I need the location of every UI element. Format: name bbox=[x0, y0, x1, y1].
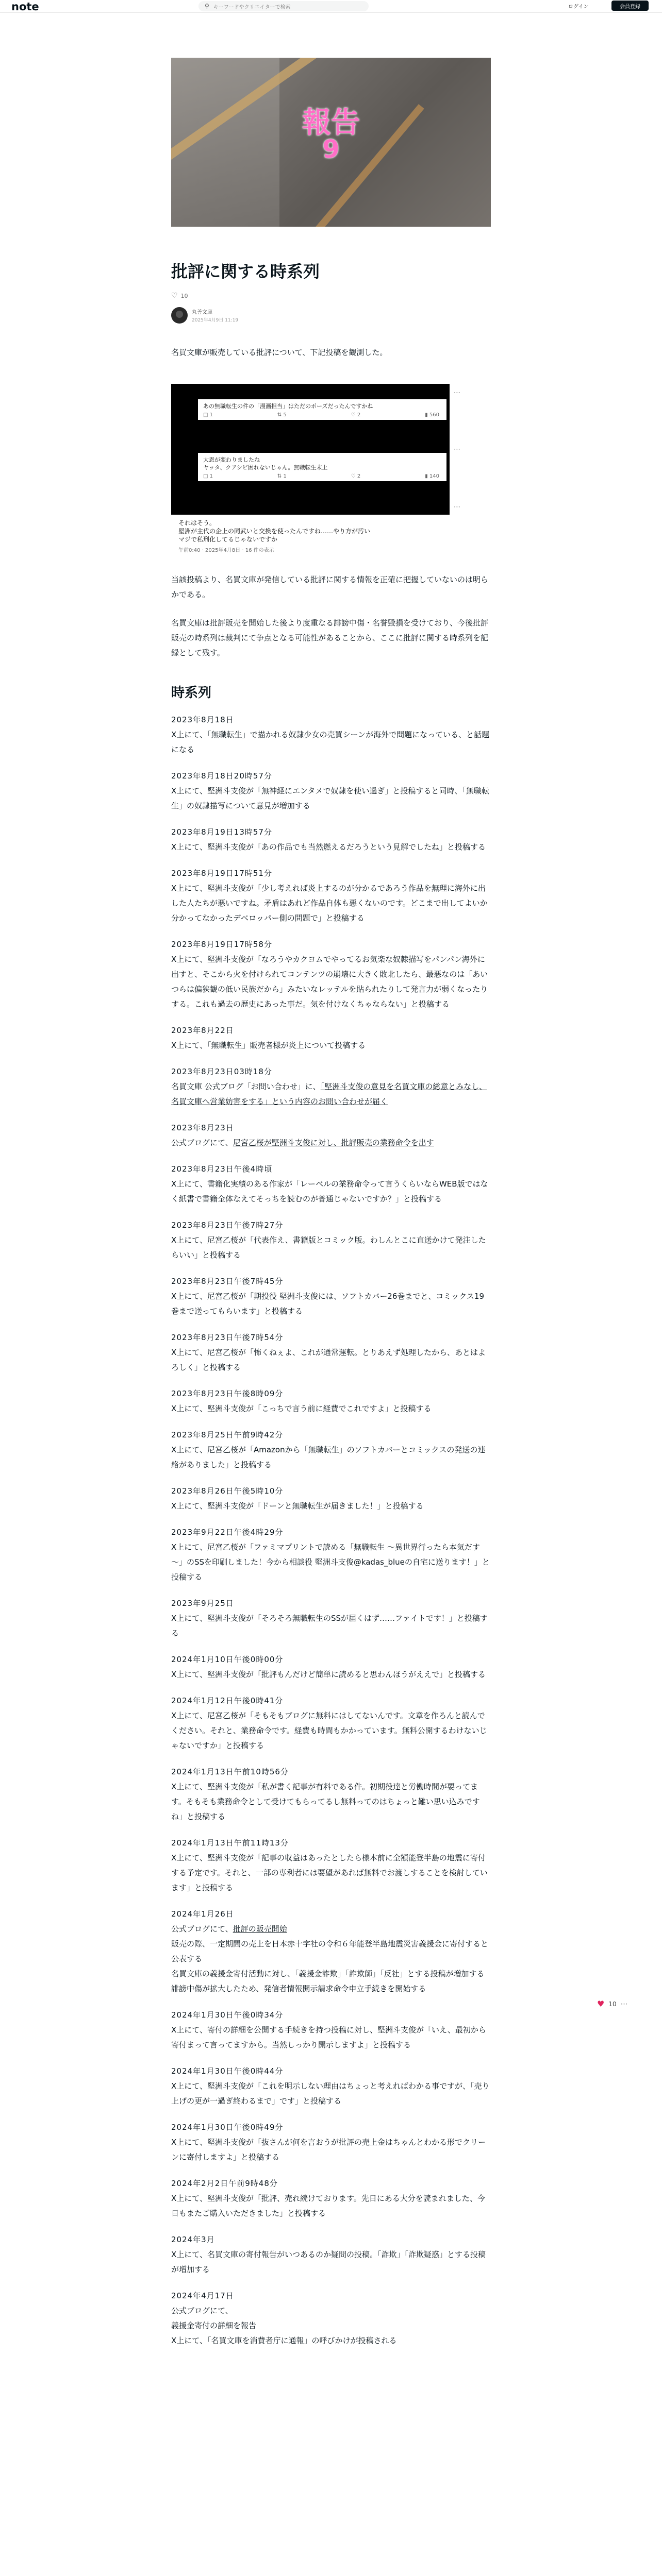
timeline-entry bbox=[171, 2289, 491, 2348]
timeline-entry bbox=[171, 1023, 491, 1053]
login-link[interactable]: ログイン bbox=[568, 4, 589, 10]
timeline-body bbox=[171, 1922, 491, 1996]
heart-icon[interactable]: ♥ bbox=[597, 1999, 605, 2009]
timeline-body bbox=[171, 1851, 491, 1895]
timeline-body bbox=[171, 952, 491, 1012]
top-bar bbox=[0, 0, 662, 13]
timeline-text: 公式ブログにて、 bbox=[171, 1924, 233, 1934]
timeline-text: X上にて、堅洲斗支俊が「少し考えれば炎上するのが分かるであろう作品を無理に海外に出した人たちが悪いですね。矛盾はあれど作品自体も悪くないのです。どこまで出してよいか分かってなかったデベロッパー側の問題で」と投稿する bbox=[171, 884, 488, 923]
timeline-body bbox=[171, 1540, 491, 1585]
timeline-body bbox=[171, 784, 491, 814]
like-count: 10 bbox=[180, 292, 188, 299]
timeline-date: 2024年1月30日午後0時49分 bbox=[171, 2123, 284, 2132]
more-icon[interactable]: ⋯ bbox=[620, 1999, 628, 2008]
timeline-entry bbox=[171, 1274, 491, 1319]
timeline-date: 2023年8月18日 bbox=[171, 715, 234, 724]
timeline-entry bbox=[171, 2232, 491, 2277]
timeline-date: 2023年8月23日午後7時45分 bbox=[171, 1277, 284, 1286]
timeline-entry bbox=[171, 1693, 491, 1753]
timeline-body bbox=[171, 2191, 491, 2221]
post-actions bbox=[198, 471, 446, 481]
timeline-text: X上にて、堅洲斗支俊が「私が書く記事が有料である件。初期役達と労働時間が要ってます。そもそも業務命令として受けてもらってるし無料ってのはちょっと難い思い込みですね」と投稿する bbox=[171, 1782, 480, 1821]
ellipsis-icon[interactable]: ⋯ bbox=[454, 389, 460, 397]
timeline-entry bbox=[171, 1836, 491, 1895]
timeline-date: 2024年1月12日午後0時41分 bbox=[171, 1696, 284, 1705]
timeline-date: 2023年8月23日午後7時54分 bbox=[171, 1333, 284, 1342]
timeline-date: 2024年1月26日 bbox=[171, 1909, 234, 1919]
timeline-body bbox=[171, 1780, 491, 1824]
timeline-date: 2023年8月19日13時57分 bbox=[171, 827, 272, 837]
timeline-body bbox=[171, 840, 491, 855]
timeline-date: 2023年9月25日 bbox=[171, 1599, 234, 1608]
search-icon: ⚲ bbox=[205, 3, 209, 10]
timeline-entry bbox=[171, 866, 491, 926]
timeline-text: X上にて、「名買文庫を消費者庁に通報」の呼びかけが投稿される bbox=[171, 2336, 397, 2345]
timeline-date: 2024年3月 bbox=[171, 2235, 215, 2244]
timeline-text: 名買文庫 公式ブログ「お問い合わせ」に、 bbox=[171, 1082, 321, 1091]
timeline-entry bbox=[171, 2120, 491, 2165]
timeline-date: 2023年8月23日 bbox=[171, 1123, 234, 1132]
timeline-body bbox=[171, 1345, 491, 1375]
timeline-body bbox=[171, 2079, 491, 2109]
timeline-body bbox=[171, 1233, 491, 1263]
timeline-body bbox=[171, 881, 491, 926]
timeline-entry bbox=[171, 713, 491, 757]
timeline-date: 2024年1月13日午前10時56分 bbox=[171, 1767, 289, 1776]
section-heading: 時系列 bbox=[171, 685, 212, 701]
timeline-text: 名買文庫の義援金寄付活動に対し、「義援金詐欺」「詐欺師」「反社」とする投稿が増加する bbox=[171, 1969, 485, 1978]
timeline-body bbox=[171, 1611, 491, 1641]
timeline-text: X上にて、堅洲斗支俊が「そろそろ無職転生のSSが届くはず……ファイトです！」と投稿する bbox=[171, 1614, 488, 1638]
timeline-body bbox=[171, 2303, 491, 2348]
timeline-date: 2023年8月19日17時58分 bbox=[171, 940, 272, 949]
timeline-body bbox=[171, 1289, 491, 1319]
timeline-body bbox=[171, 1136, 491, 1150]
cover-image bbox=[171, 58, 491, 227]
like-icon: ♡ 2 bbox=[351, 473, 361, 479]
floating-actions bbox=[597, 1999, 628, 2009]
like-icon: ♡ 2 bbox=[351, 412, 361, 418]
timeline-link[interactable]: 尼宮乙桜が堅洲斗支俊に対し、批評販売の業務命令を出す bbox=[233, 1138, 434, 1147]
cover-title: 報告 bbox=[302, 106, 360, 140]
timeline-date: 2024年1月30日午後0時44分 bbox=[171, 2066, 284, 2076]
timeline-text: X上にて、尼宮乙桜が「Amazonから「無職転生」のソフトカバーとコミックスの発送の連絡がありました」と投稿する bbox=[171, 1445, 486, 1469]
timeline-entry bbox=[171, 1765, 491, 1824]
repost-icon: ⇅ 5 bbox=[277, 412, 287, 418]
avatar[interactable] bbox=[171, 307, 188, 324]
article bbox=[171, 58, 491, 2348]
timeline-date: 2023年8月18日20時57分 bbox=[171, 771, 272, 781]
timeline-entry bbox=[171, 1907, 491, 1996]
quoted-post-text: あの無職転生の件の「漫画担当」はただのポーズだったんですかね bbox=[203, 403, 373, 410]
timeline-date: 2024年4月17日 bbox=[171, 2291, 234, 2300]
timeline-text: X上にて、尼宮乙桜が「怖くねぇよ、これが通常運転。とりあえず処理したから、あとはよろしく」と投稿する bbox=[171, 1348, 486, 1372]
timeline-date: 2023年8月23日午後7時27分 bbox=[171, 1221, 284, 1230]
timeline-text: X上にて、堅洲斗支俊が「抜さんが何を言おうが批評の売上金はちゃんとわかる形でクリーンに寄付しますよ」と投稿する bbox=[171, 2138, 486, 2162]
timeline-entry bbox=[171, 1218, 491, 1263]
search-box[interactable] bbox=[198, 1, 369, 11]
timeline-text: X上にて、堅洲斗支俊が「なろうやカクヨムでやってるお気楽な奴隷描写をパンパン海外に出すと、そこから火を付けられてコンテンツの崩壊に大きく敗北したら、最悪なのは「あいつらは偏狭観の低い民族だから」みたいなレッテルを貼られたりして発言力が弱くなったりする。これも過去の歴史にあった事だ。気を付けなくちゃならない」と投稿する bbox=[171, 955, 488, 1009]
reply-icon: □ 1 bbox=[203, 473, 213, 479]
timeline-text: X上にて、「無職転生」販売者様が炎上について投稿する bbox=[171, 1041, 366, 1050]
timeline-entry bbox=[171, 1386, 491, 1416]
timeline-text: X上にて、寄付の詳細を公開する手続きを持つ投稿に対し、堅洲斗支俊が「いえ、最初から寄付まって言ってますから。当然しっかり開示しますよ」と投稿する bbox=[171, 2025, 486, 2049]
timeline-date: 2024年1月10日午後0時00分 bbox=[171, 1655, 284, 1664]
body-paragraph: 当該投稿より、名買文庫が発信している批評に関する情報を正確に把握していないのは明らかである。 bbox=[171, 575, 489, 599]
timeline-body bbox=[171, 1079, 491, 1109]
timeline-text: X上にて、「無職転生」で描かれる奴隷少女の売買シーンが海外で問題になっている、と話題になる bbox=[171, 730, 490, 754]
timeline-entry bbox=[171, 1484, 491, 1514]
timeline-text: X上にて、堅洲斗支俊が「ドーンと無職転生が届きました！」と投稿する bbox=[171, 1501, 424, 1511]
timeline-entry bbox=[171, 2176, 491, 2221]
timeline-body bbox=[171, 2247, 491, 2277]
author-name[interactable]: 丸善文庫 bbox=[192, 310, 212, 315]
timeline-entry bbox=[171, 1064, 491, 1109]
timeline-text: X上にて、堅洲斗支俊が「これを明示しない理由はちょっと考えればわかる事ですが、「売り上げの更が一過ぎ終わるまで」です」と投稿する bbox=[171, 2081, 490, 2106]
note-logo[interactable]: note bbox=[11, 1, 39, 13]
timeline-text: X上にて、堅洲斗支俊が「批評もんだけど簡単に読めると思わんほうがええで」と投稿する bbox=[171, 1670, 486, 1679]
post-actions bbox=[198, 410, 446, 420]
timeline-text: 販売の際、一定期間の売上を日本赤十字社の令和６年能登半島地震災害義援金に寄付すると公表する bbox=[171, 1939, 489, 1963]
timeline-text: X上にて、尼宮乙桜が「期投役 堅洲斗支俊には、ソフトカバー26巻までと、コミックス19巻まで送ってもらいます」と投稿する bbox=[171, 1292, 485, 1316]
like-row[interactable] bbox=[171, 292, 491, 300]
timeline-link[interactable]: 「堅洲斗支俊の意見を名買文庫の総意とみなし、名買文庫へ営業妨害をする」という内容のお問い合わせが届く bbox=[171, 1082, 487, 1106]
post-meta: 午前0:40 · 2025年4月8日 · 16 件の表示 bbox=[178, 548, 274, 553]
timeline-date: 2024年1月13日午前11時13分 bbox=[171, 1838, 289, 1848]
timeline-text: X上にて、書籍化実績のある作家が「レーベルの業務命令って言うくらいならWEB版ではなく紙書で書籍全体なえてそっちを読むのが普通じゃないですか？」と投稿する bbox=[171, 1179, 488, 1204]
views-icon: ▮ 140 bbox=[425, 473, 439, 479]
timeline-text: X上にて、尼宮乙桜が「代表作え、書籍版とコミック版。わしんとこに直送かけて発注したらいい」と投稿する bbox=[171, 1235, 486, 1260]
reply-icon: □ 1 bbox=[203, 412, 213, 418]
search-placeholder: キーワードやクリエイターで検索 bbox=[213, 4, 291, 10]
timeline-text: X上にて、堅洲斗支俊が「批評、売れ続けております。先日にある大分を読まれました、今日もまたご購入いただきました」と投稿する bbox=[171, 2194, 485, 2218]
timeline-text: X上にて、堅洲斗支俊が「こっちで言う前に経費でこれですよ」と投稿する bbox=[171, 1404, 432, 1413]
timeline-entry bbox=[171, 1428, 491, 1472]
timeline-date: 2023年8月23日午後8時09分 bbox=[171, 1389, 284, 1398]
timeline-body bbox=[171, 1038, 491, 1053]
timeline-text: X上にて、尼宮乙桜が「ファミマプリントで読める「無職転生 ～異世界行ったら本気だす～」のSSを印刷しました！今から相談役 堅洲斗支俊@kadas_blueの自宅に送ります！」と投稿する bbox=[171, 1543, 490, 1582]
ellipsis-icon[interactable]: ⋯ bbox=[454, 446, 460, 453]
timeline-text: 公式ブログにて、 bbox=[171, 2306, 233, 2315]
timeline-text: 義援金寄付の詳細を報告 bbox=[171, 2321, 257, 2330]
signup-button[interactable]: 会員登録 bbox=[611, 1, 649, 11]
timeline-date: 2023年8月19日17時51分 bbox=[171, 869, 272, 878]
timeline-text: X上にて、堅洲斗支俊が「あの作品でも当然燃えるだろうという見解でしたね」と投稿する bbox=[171, 842, 486, 852]
heart-icon[interactable]: ♡ bbox=[171, 292, 178, 300]
timeline-date: 2023年8月25日午前9時42分 bbox=[171, 1430, 284, 1439]
timeline-text: X上にて、堅洲斗支俊が「記事の収益はあったとしたら様本前に全額能登半島の地震に寄付する予定です。それと、一部の専利者には要望があれば無料でお渡しすることを検討しています」と投稿する bbox=[171, 1853, 488, 1892]
timeline-body bbox=[171, 1177, 491, 1207]
timeline-link[interactable]: 批評の販売開始 bbox=[233, 1924, 287, 1934]
cover-number: 9 bbox=[322, 135, 340, 164]
timeline-entry bbox=[171, 2008, 491, 2053]
timeline-body bbox=[171, 1499, 491, 1514]
ellipsis-icon[interactable]: ⋯ bbox=[454, 503, 460, 511]
embedded-screenshot bbox=[171, 384, 491, 555]
timeline-date: 2023年8月22日 bbox=[171, 1026, 234, 1035]
views-icon: ▮ 560 bbox=[425, 412, 439, 418]
timeline-text: X上にて、名買文庫の寄付報告がいつあるのか疑問の投稿。「詐欺」「詐欺疑惑」とする投稿が増加する bbox=[171, 2250, 486, 2274]
timeline-body bbox=[171, 2023, 491, 2053]
timeline-body bbox=[171, 1667, 491, 1682]
timeline-body bbox=[171, 2135, 491, 2165]
timeline-entry bbox=[171, 2064, 491, 2109]
timeline-date: 2024年2月2日午前9時48分 bbox=[171, 2179, 278, 2188]
article-title: 批評に関する時系列 bbox=[171, 262, 320, 281]
quoted-post bbox=[198, 453, 446, 481]
intro-paragraph: 名買文庫が販売している批評について、下記投稿を観測した。 bbox=[171, 348, 388, 357]
author-block[interactable] bbox=[171, 307, 491, 324]
timeline-body bbox=[171, 1443, 491, 1472]
timeline-body bbox=[171, 1401, 491, 1416]
publish-date: 2025年4月9日 11:19 bbox=[192, 318, 239, 323]
timeline-entry bbox=[171, 1525, 491, 1585]
timeline-body bbox=[171, 727, 491, 757]
timeline-date: 2023年9月22日午後4時29分 bbox=[171, 1528, 284, 1537]
timeline-entry bbox=[171, 937, 491, 1012]
quoted-post-text: 大恩が変わりましたね ヤッタ、クアシビ困れないじゃん。無職転生末上 bbox=[203, 456, 328, 471]
body-paragraph: 名買文庫は批評販売を開始した後より度重なる誹謗中傷・名誉毀損を受けており、今後批評販売の時系列は裁判にて争点となる可能性があることから、ここに批評に関する時系列を記録として残す。 bbox=[171, 618, 489, 657]
timeline-entry bbox=[171, 825, 491, 855]
post-text: それはそう。 堅洲が主代の企上の同武いと交換を使ったんですね……やり方が汚い マジで私刑化してるじゃないですか bbox=[178, 519, 371, 543]
timeline-entry bbox=[171, 1121, 491, 1150]
timeline-date: 2024年1月30日午後0時34分 bbox=[171, 2010, 284, 2020]
timeline-text: 誹謗中傷が拡大したため、発信者情報開示請求命令申立手続きを開始する bbox=[171, 1984, 426, 1993]
timeline-entry bbox=[171, 1330, 491, 1375]
timeline-text: X上にて、尼宮乙桜が「そもそもブログに無料にはしてないんです。文章を作ろんと読んでください。それと、業務命令です。経費も時間もかかっています。無料公開するわけないじゃないですか」と投稿する bbox=[171, 1711, 487, 1750]
quoted-post bbox=[198, 399, 446, 420]
timeline-text: 公式ブログにて、 bbox=[171, 1138, 233, 1147]
floating-like-count: 10 bbox=[608, 2000, 617, 2008]
timeline-entry bbox=[171, 1596, 491, 1641]
timeline-date: 2023年8月23日午後4時頃 bbox=[171, 1164, 273, 1174]
timeline-body bbox=[171, 1708, 491, 1753]
timeline-text: X上にて、堅洲斗支俊が「無神経にエンタメで奴隷を使い過ぎ」と投稿すると同時、「無職転生」の奴隷描写について意見が増加する bbox=[171, 786, 489, 810]
repost-icon: ⇅ 1 bbox=[277, 473, 287, 479]
timeline-date: 2023年8月23日03時18分 bbox=[171, 1067, 272, 1076]
timeline bbox=[171, 713, 491, 2348]
timeline-date: 2023年8月26日午後5時10分 bbox=[171, 1486, 284, 1496]
timeline-entry bbox=[171, 769, 491, 814]
timeline-entry bbox=[171, 1652, 491, 1682]
timeline-entry bbox=[171, 1162, 491, 1207]
